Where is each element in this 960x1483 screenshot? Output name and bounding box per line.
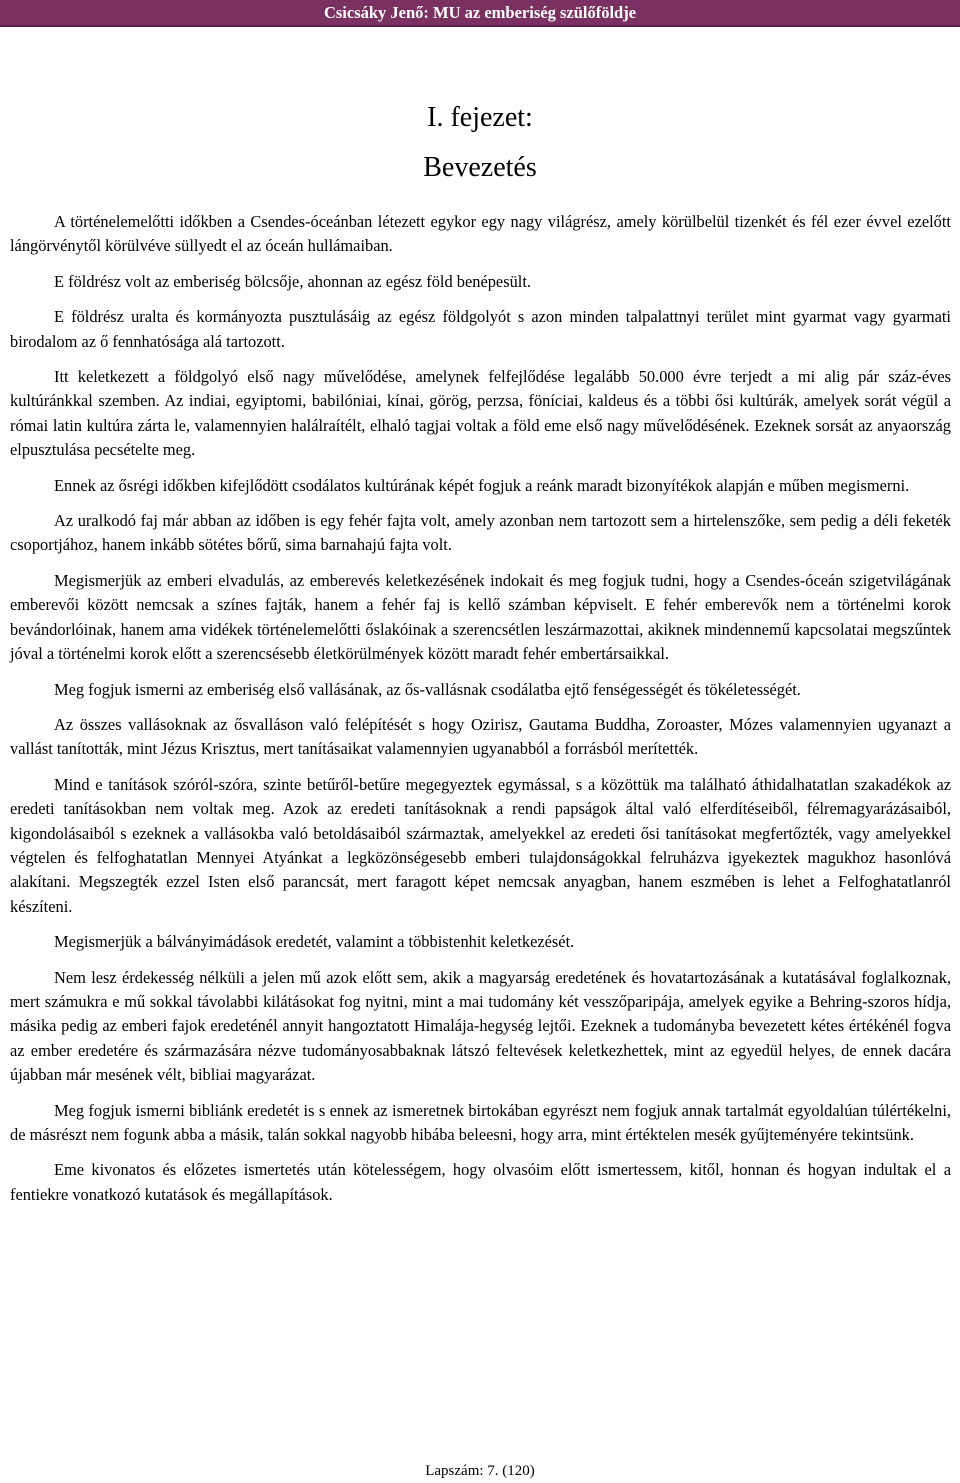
paragraph: Az összes vallásoknak az ősvalláson való felépítését s hogy Ozirisz, Gautama Buddha, Zoroaster, Mózes valamennyien ugyanazt a vallást tanították, mint Jézus Krisztus, mert tanításaikat valamennyien ugyanabból a forrásból merítették. — [10, 714, 951, 759]
paragraph: Az uralkodó faj már abban az időben is egy fehér fajta volt, amely azonban nem tartozott sem a hirtelenszőke, sem pedig a déli feketék csoportjához, hanem inkább sötétes bőrű, sima barnahajú fajta volt. — [10, 511, 951, 555]
body-text — [10, 210, 951, 1218]
paragraph: E földrész volt az emberiség bölcsője, ahonnan az egész föld benépesült. — [54, 271, 531, 291]
paragraph: E földrész uralta és kormányozta pusztulásáig az egész földgolyót s azon minden talpalattnyi terület mint gyarmat vagy gyarmati birodalom az ő fennhatósága alá tartozott. — [10, 307, 951, 351]
paragraph: Itt keletkezett a földgolyó első nagy művelődése, amelynek felfejlődése legalább 50.000 évre terjedt a mi alig pár száz-éves kultúránkkal szemben. Az indiai, egyiptomi, babilóniai, kínai, görög, perzsa, föníciai, kaldeus és a többi ősi kultúrák, amelyek sorát végül a római latin kultúra zárta le, valamennyien halálraítélt, elhaló tagjai voltak a föld eme első nagy művelődésének. Ezeknek sorsát az anyaország elpusztulása pecsételte meg. — [10, 367, 951, 460]
paragraph: Nem lesz érdekesség nélküli a jelen mű azok előtt sem, akik a magyarság eredetének és hovatartozásának a kutatásával foglalkoznak, mert számukra e mű sokkal távolabbi kilátásokat fog nyitni, mint a mai tudomány két vesszőparipája, amelyek egyike a Behring-szoros hídja, másika pedig az emberi fajok eredeténél annyit hangoztatott Himalája-hegység lejtői. Ezeknek a tudományba bevezetett kétes értékénél fogva az ember eredetére és származására nézve tudományosabbaknak látszó feltevések keletkezhettek, mint az egyedül helyes, de ennek dacára újabban már mesének vélt, bibliai magyarázat. — [10, 967, 951, 1085]
chapter-number: I. fejezet: — [427, 102, 533, 133]
chapter-title: Bevezetés — [423, 152, 537, 183]
paragraph: A történelemelőtti időkben a Csendes-óceánban létezett egykor egy nagy világrész, amely körülbelül tizenkét és fél ezer évvel ezelőtt lángörvénytől körülvéve süllyedt el az óceán hullámaiban. — [10, 212, 951, 256]
paragraph: Megismerjük az emberi elvadulás, az emberevés keletkezésének indokait és meg fogjuk tudni, hogy a Csendes-óceán szigetvilágának emberevői között nemcsak a színes fajták, hanem a fehér faj is kellő számban képviselt. E fehér emberevők nem a történelmi korok bevándorlóinak, hanem ama vidékek történelemelőtti őslakóinak a szerencsétlen leszármazottai, akiknek mindennemű kapcsolatai megszűntek jóval a történelmi korok előtt a szerencsésebb életkörülmények között maradt fehér embertársaikkal. — [10, 570, 951, 664]
paragraph: Ennek az ősrégi időkben kifejlődött csodálatos kultúrának képét fogjuk a reánk maradt bizonyítékok alapján e műben megismerni. — [54, 475, 910, 495]
paragraph: Eme kivonatos és előzetes ismertetés után kötelességem, hogy olvasóim előtt ismertessem, kitől, honnan és hogyan indultak el a fentiekre vonatkozó kutatások és megállapítások. — [10, 1160, 951, 1204]
paragraph: Meg fogjuk ismerni az emberiség első vallásának, az ős-vallásnak csodálatba ejtő fenségességét és tökéletességét. — [54, 679, 801, 699]
paragraph: Meg fogjuk ismerni bibliánk eredetét is s ennek az ismeretnek birtokában egyrészt nem fogjuk annak tartalmát egyoldalúan túlértékelni, de másrészt nem fogunk abba a másik, talán sokkal nagyobb hibába beleesni, hogy arra, mint értéktelen mesék gyűjteményére tekintsünk. — [10, 1100, 951, 1144]
page-number-footer: Lapszám: 7. (120) — [425, 1463, 535, 1479]
running-header: Csicsáky Jenő: MU az emberiség szülőföldje — [0, 0, 960, 27]
paragraph: Mind e tanítások szóról-szóra, szinte betűről-betűre megegyeztek egymással, s a közöttük ma található áthidalhatatlan szakadékok az eredeti tanításokban nem voltak meg. Azok az eredeti tanításoknak a rendi papságok által való elferdítéseiből, félremagyarázásaiból, kigondolásaiból s ezeknek a vallásokba való betoldásaiból származtak, amelyekkel az eredeti ősi tanításokat megfertőzték, vagy amelyekkel végtelen és felfoghatatlan Mennyei Atyánkat a legközönségesebb emberi tulajdonságokkal felruházva igyekeztek magukhoz hasonlóvá alakítani. Megszegték ezzel Isten első parancsát, mert faragott képet nemcsak anyagban, hanem eszmében is lehet a Felfoghatatlanról készíteni. — [10, 774, 951, 916]
paragraph: Megismerjük a bálványimádások eredetét, valamint a többistenhit keletkezését. — [54, 932, 575, 952]
